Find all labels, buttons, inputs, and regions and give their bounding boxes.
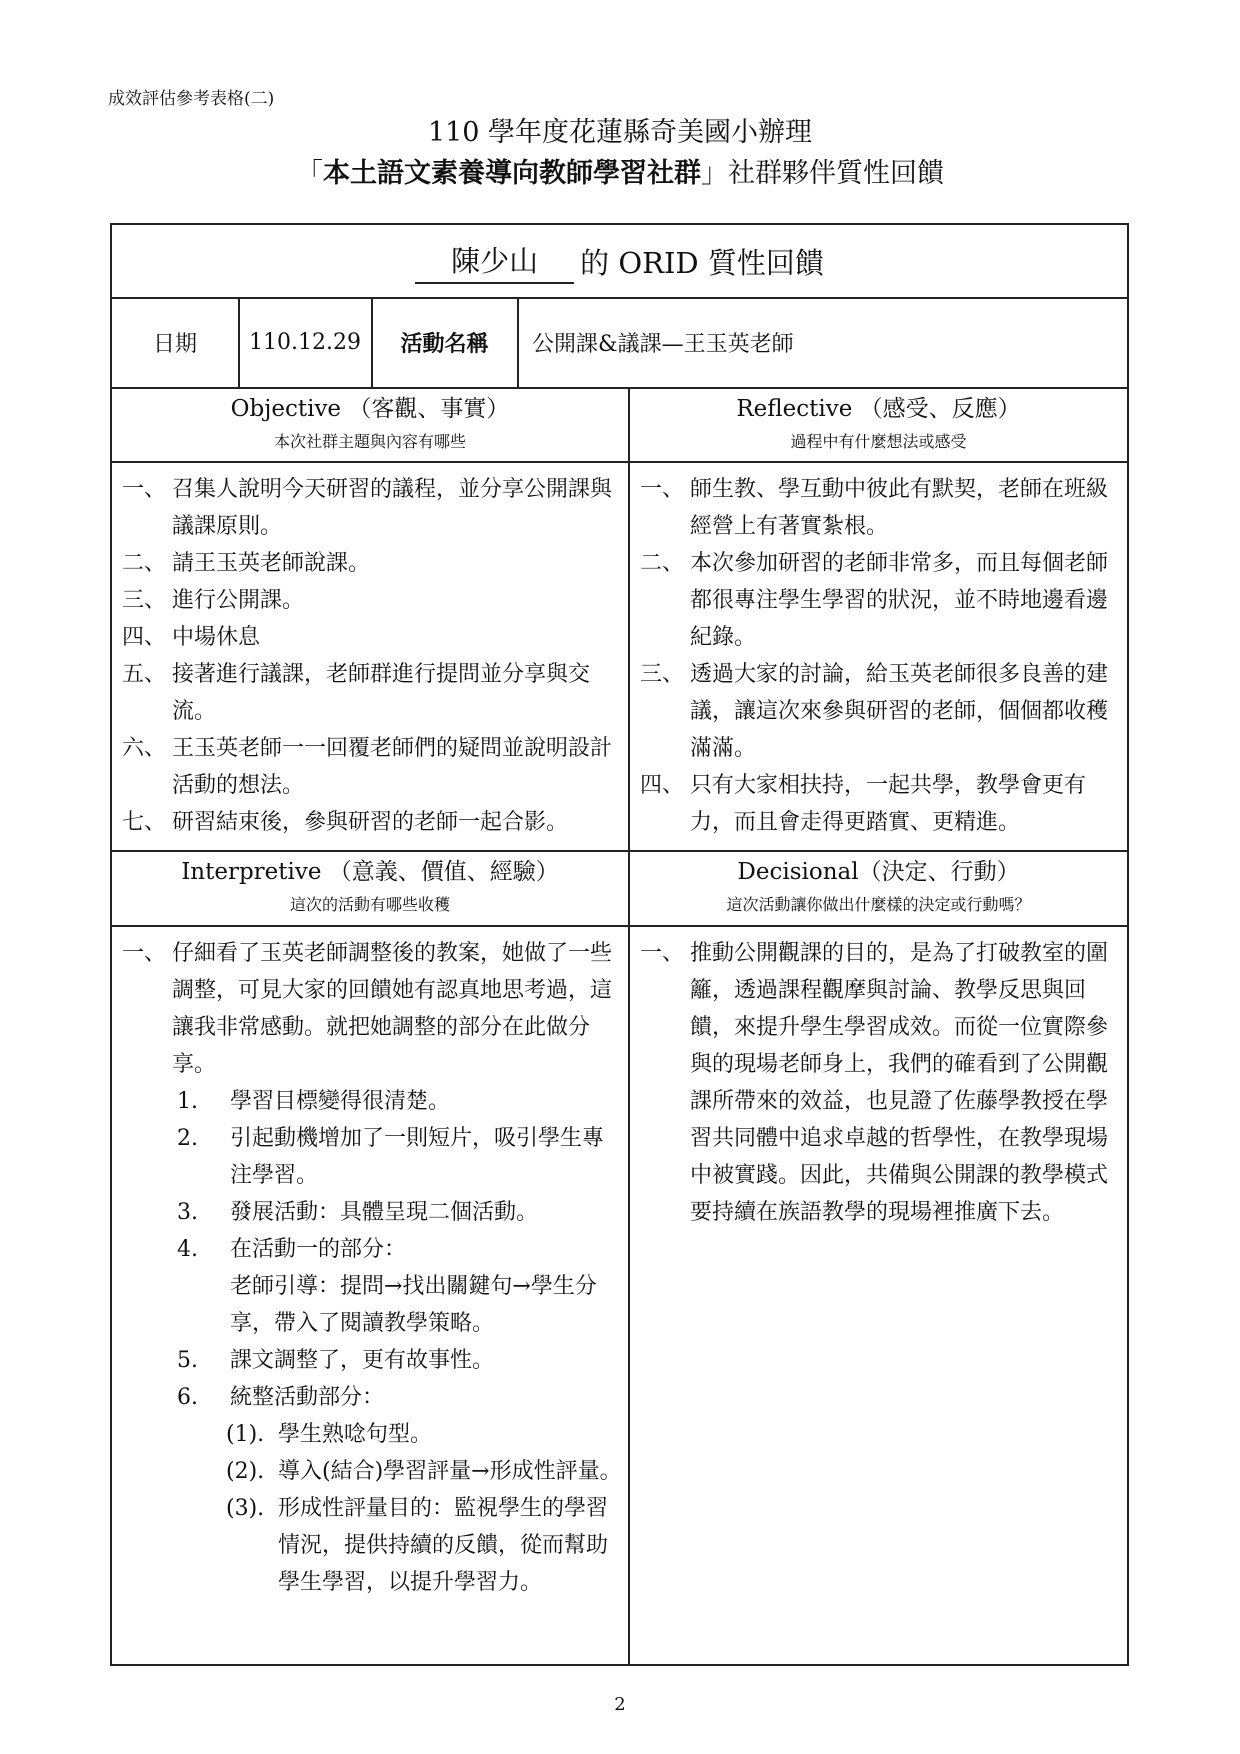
list-item: 一、 召集人說明今天研習的議程，並分享公開課與議課原則。 xyxy=(122,477,613,539)
orid-title: 陳少山 的 ORID 質性回饋 xyxy=(112,225,1127,297)
interpretive-header: Interpretive （意義、價值、經驗） 這次的活動有哪些收穫 xyxy=(181,859,559,914)
date-value: 110.12.29 xyxy=(249,329,361,355)
orid-form-table xyxy=(110,223,1129,1666)
document-title: 110 學年度花蓮縣奇美國小辦理 xyxy=(427,117,813,148)
list-item: 1. 學習目標變得很清楚。 xyxy=(177,1089,451,1114)
decisional-list xyxy=(640,935,1120,1231)
objective-header: Objective （客觀、事實） 本次社群主題與內容有哪些 xyxy=(230,396,510,451)
activity-value: 公開課&議課—王玉英老師 xyxy=(532,331,794,357)
objective-list xyxy=(122,471,622,841)
list-item: 七、 研習結束後，參與研習的老師一起合影。 xyxy=(122,810,569,835)
list-item: 六、 王玉英老師一一回覆老師們的疑問並說明設計活動的想法。 xyxy=(122,736,613,798)
participant-name: 陳少山 xyxy=(415,239,574,284)
community-name: 本土語文素養導向教師學習社群 xyxy=(323,158,701,189)
sub-list-item: (2). 導入(結合)學習評量→形成性評量。 xyxy=(226,1459,622,1484)
list-item: 一、 師生教、學互動中彼此有默契，老師在班級經營上有著實紮根。 xyxy=(640,477,1109,539)
page-number: 2 xyxy=(614,1694,626,1715)
list-item: 五、 接著進行議課，老師群進行提問並分享與交流。 xyxy=(122,662,591,724)
list-item: 6. 統整活動部分： xyxy=(177,1385,385,1410)
step4-detail: 老師引導：提問→找出關鍵句→學生分享，帶入了閱讀教學策略。 xyxy=(230,1274,597,1336)
reflective-list xyxy=(640,471,1120,841)
form-label: 成效評估參考表格(二) xyxy=(108,89,275,109)
decisional-header: Decisional（決定、行動） 這次活動讓你做出什麼樣的決定或行動嗎？ xyxy=(726,859,1031,914)
list-item: 5. 課文調整了，更有故事性。 xyxy=(177,1348,495,1373)
reflective-header: Reflective （感受、反應） 過程中有什麼想法或感受 xyxy=(736,396,1021,451)
list-item: 三、 透過大家的討論，給玉英老師很多良善的建議，讓這次來參與研習的老師，個個都收穫滿滿。 xyxy=(640,662,1109,761)
list-item: 4. 在活動一的部分： xyxy=(177,1237,407,1262)
document-subtitle: 「本土語文素養導向教師學習社群」社群夥伴質性回饋 xyxy=(296,158,944,189)
list-item: 2. 引起動機增加了一則短片，吸引學生專注學習。 xyxy=(177,1126,605,1188)
interpretive-list xyxy=(122,935,622,1601)
list-item: 二、 請王玉英老師說課。 xyxy=(122,551,371,576)
sub-list-item: (3). 形成性評量目的：監視學生的學習情況，提供持續的反饋，從而幫助學生學習，以提升學習力。 xyxy=(226,1496,609,1595)
list-item: 3. 發展活動：具體呈現二個活動。 xyxy=(177,1200,539,1225)
list-item: 一、 仔細看了玉英老師調整後的教案，她做了一些調整，可見大家的回饋她有認真地思考過，這讓我非常感動。就把她調整的部分在此做分享。 xyxy=(122,941,613,1077)
sub-list-item: (1). 學生熟唸句型。 xyxy=(226,1422,433,1447)
activity-label: 活動名稱 xyxy=(400,330,489,357)
list-item: 三、 進行公開課。 xyxy=(122,588,305,613)
list-item: 四、 中場休息 xyxy=(122,625,261,650)
date-label: 日期 xyxy=(152,331,197,357)
list-item: 一、 推動公開觀課的目的，是為了打破教室的圍籬，透過課程觀摩與討論、教學反思與回饋，來提升學生學習成效。而從一位實際參與的現場老師身上，我們的確看到了公開觀課所帶來的效益，也見證了佐藤學教授在學習共同體中追求卓越的哲學性，在教學現場中被實踐。因此，共備與公開課的教學模式要持續在族語教學的現場裡推廣下去。 xyxy=(640,941,1109,1225)
list-item: 二、 本次參加研習的老師非常多，而且每個老師都很專注學生學習的狀況，並不時地邊看邊紀錄。 xyxy=(640,551,1109,650)
list-item: 四、 只有大家相扶持，一起共學，教學會更有力，而且會走得更踏實、更精進。 xyxy=(640,773,1087,835)
